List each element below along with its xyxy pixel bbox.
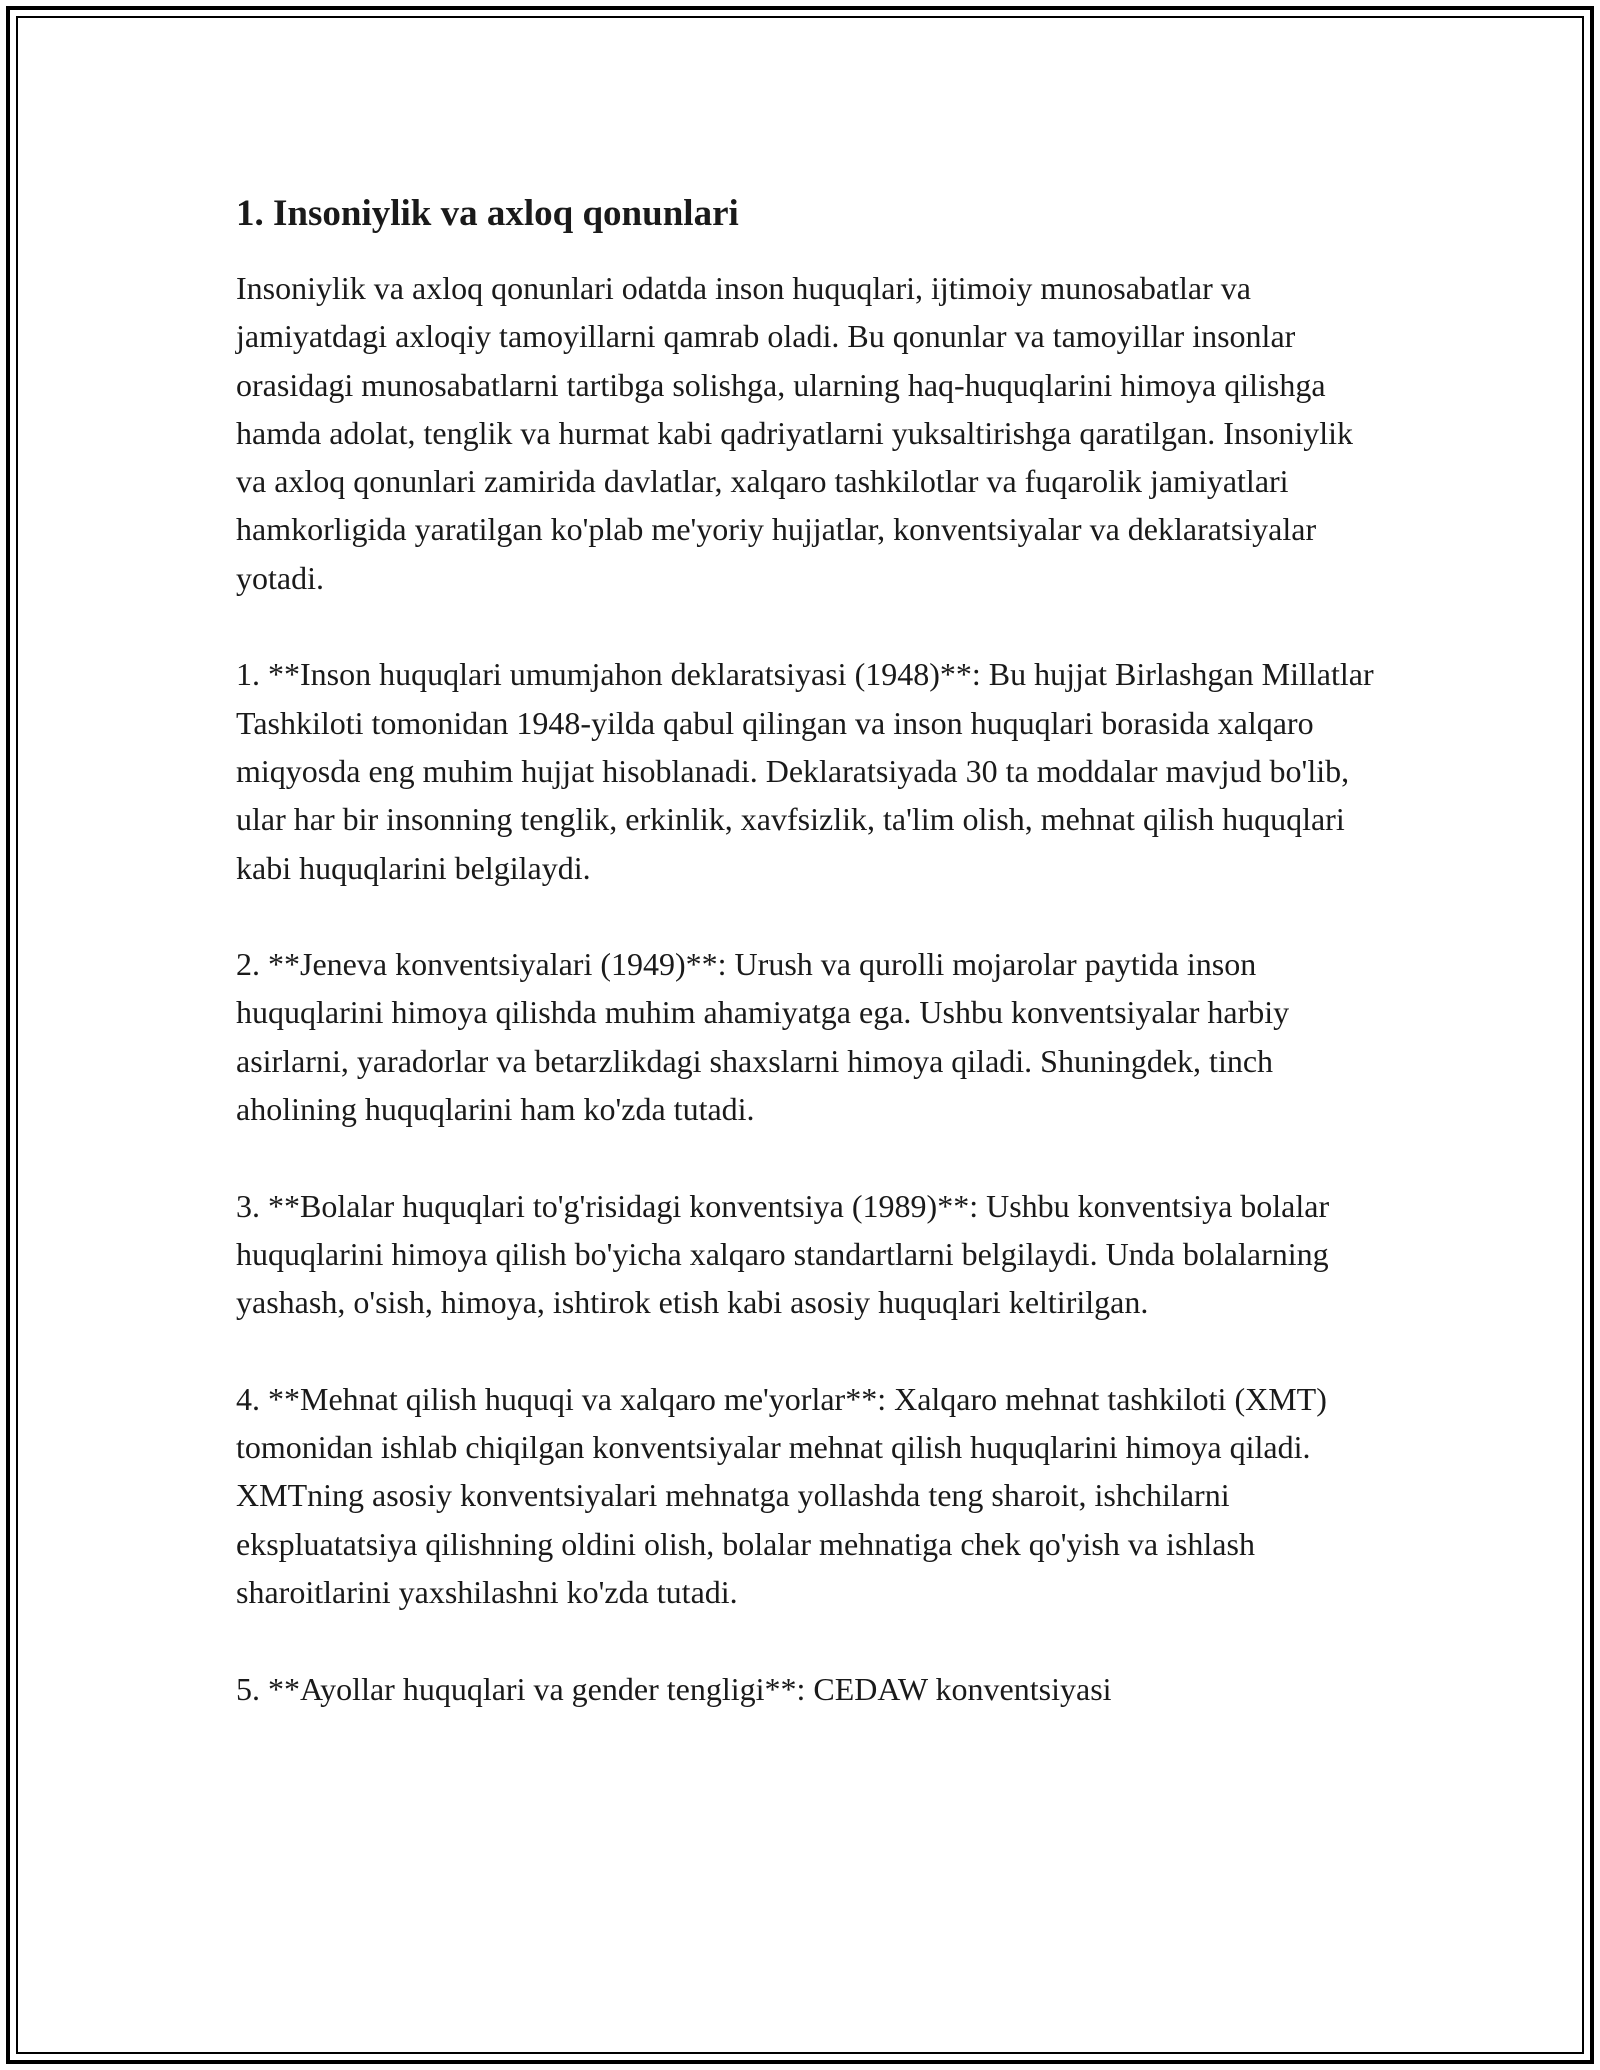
list-item-2: 2. **Jeneva konventsiyalari (1949)**: Urush va qurolli mojarolar paytida inson huquqlarini himoya qilishda muhim ahamiyatga ega. Ushbu konventsiyalar harbiy asirlarni, yaradorlar va betarzlikdagi shaxslarni himoya qiladi. Shuningdek, tinch aholining huquqlarini ham ko'zda tutadi. bbox=[236, 946, 1290, 1128]
list-item-4: 4. **Mehnat qilish huquqi va xalqaro me'yorlar**: Xalqaro mehnat tashkiloti (XMT) tomonidan ishlab chiqilgan konventsiyalar mehnat qilish huquqlarini himoya qiladi. XMTning asosiy konventsiyalari mehnatga yollashda teng sharoit, ishchilarni ekspluatatsiya qilishning oldini olish, bolalar mehnatiga chek qo'yish va ishlash sharoitlarini yaxshilashni ko'zda tutadi. bbox=[236, 1380, 1327, 1611]
document-body bbox=[236, 188, 1386, 1761]
list-item-3: 3. **Bolalar huquqlari to'g'risidagi konventsiya (1989)**: Ushbu konventsiya bolalar huquqlarini himoya qilish bo'yicha xalqaro standartlarni belgilaydi. Unda bolalarning yashash, o'sish, himoya, ishtirok etish kabi asosiy huquqlari keltirilgan. bbox=[236, 1187, 1330, 1321]
list-item-1: 1. **Inson huquqlari umumjahon deklaratsiyasi (1948)**: Bu hujjat Birlashgan Millatlar Tashkiloti tomonidan 1948-yilda qabul qilingan va inson huquqlari borasida xalqaro miqyosda eng muhim hujjat hisoblanadi. Deklaratsiyada 30 ta moddalar mavjud bo'lib, ular har bir insonning tenglik, erkinlik, xavfsizlik, ta'lim olish, mehnat qilish huquqlari kabi huquqlarini belgilaydi. bbox=[236, 656, 1374, 886]
intro-paragraph: Insoniylik va axloq qonunlari odatda inson huquqlari, ijtimoiy munosabatlar va jamiyatdagi axloqiy tamoyillarni qamrab oladi. Bu qonunlar va tamoyillar insonlar orasidagi munosabatlarni tartibga solishga, ularning haq-huquqlarini himoya qilishga hamda adolat, tenglik va hurmat kabi qadriyatlarni yuksaltirishga qaratilgan. Insoniylik va axloq qonunlari zamirida davlatlar, xalqaro tashkilotlar va fuqarolik jamiyatlari hamkorligida yaratilgan ko'plab me'yoriy hujjatlar, konventsiyalar va deklaratsiyalar yotadi. bbox=[236, 270, 1354, 596]
list-item-5: 5. **Ayollar huquqlari va gender tengligi**: CEDAW konventsiyasi bbox=[236, 1670, 1112, 1707]
section-heading: 1. Insoniylik va axloq qonunlari bbox=[236, 193, 739, 234]
